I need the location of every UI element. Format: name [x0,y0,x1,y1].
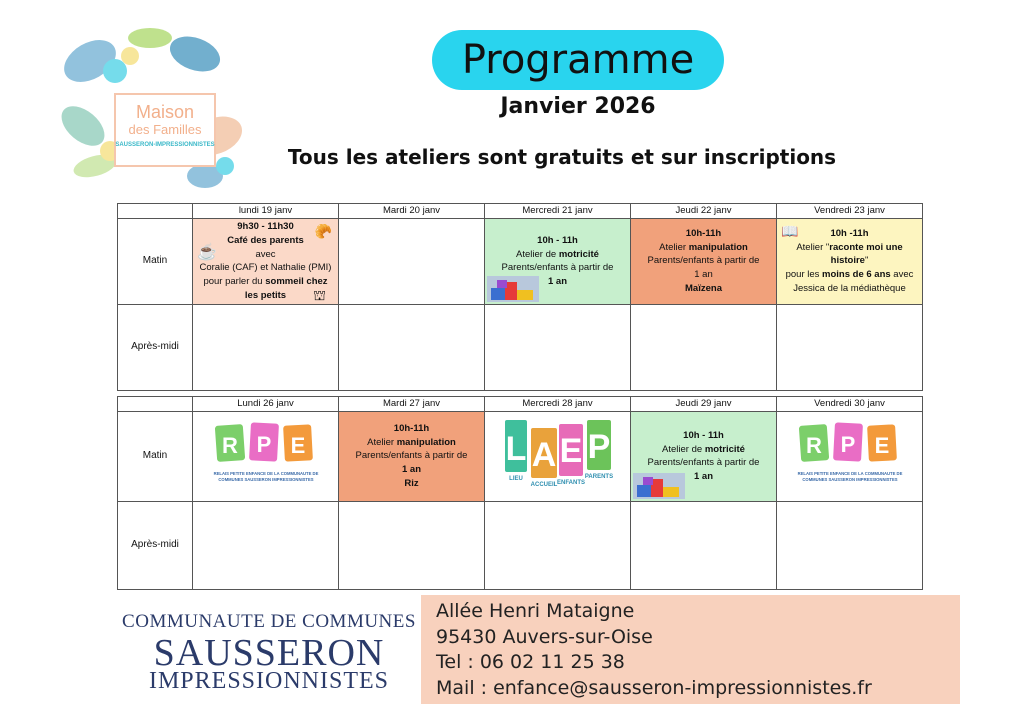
rpe-caption: COMMUNES SAUSSERON IMPRESSIONNISTES [801,476,898,482]
rpe-caption: RELAIS PETITE ENFANCE DE LA COMMUNAUTE DE [213,470,318,476]
event-text-bold: manipulation [688,241,748,253]
event-text-bold: manipulation [396,436,456,448]
event-raconte-moi-une-histoire [777,218,923,304]
schedule-week-2 [117,396,923,590]
org-line-1: COMMUNAUTE DE COMMUNES [122,611,416,632]
address-line-1: Allée Henri Mataigne [436,600,635,622]
day-header: Vendredi 30 janv [777,397,923,412]
motricity-blocks-image [487,276,539,302]
day-header: lundi 19 janv [193,204,339,219]
page-title: Programme [461,37,695,83]
day-header: Mardi 20 janv [339,204,485,219]
event-time: 10h -11h [830,227,869,239]
motricity-blocks-image [633,473,685,499]
logo-text-familles: des Familles [128,122,202,137]
pastry-icon: 🥐 [314,222,332,239]
empty-cell [485,501,631,589]
event-text-bold: motricité [558,248,599,260]
event-line: Parents/enfants à partir de [355,450,468,462]
rpe-letter: P [256,431,271,457]
event-text-bold: moins de 6 ans [822,269,891,281]
rpe-caption: COMMUNES SAUSSERON IMPRESSIONNISTES [217,476,314,482]
rpe-logo [792,417,908,491]
event-line: 1 an [547,276,567,288]
row-label-apres-midi: Après-midi [118,501,193,589]
logo-text-maison: Maison [135,102,195,122]
empty-cell [631,304,777,390]
empty-cell [777,304,923,390]
row-label-apres-midi: Après-midi [118,304,193,390]
week1-apres-midi-row [118,304,923,390]
tropical-leaves-logo-art [55,16,245,196]
maison-des-familles-logo [55,16,245,196]
logo-text-sausseron: SAUSSERON-IMPRESSIONNISTES [115,142,215,148]
empty-cell [631,501,777,589]
event-time: 9h30 - 11h30 [237,220,294,232]
week2-header-row [118,397,923,412]
week1-header-row [118,204,923,219]
event-line: Coralie (CAF) et Nathalie (PMI) [199,262,332,274]
org-line-3: IMPRESSIONNISTES [148,668,390,694]
week2-matin-row [118,411,923,501]
event-text: " [864,255,869,267]
day-header: Vendredi 23 janv [777,204,923,219]
event-line [779,254,920,268]
event-line: Parents/enfants à partir de [647,255,760,267]
address-line-2: 95430 Auvers-sur-Oise [436,625,653,648]
event-line: les petits [244,289,287,301]
empty-cell [339,501,485,589]
rpe-caption: RELAIS PETITE ENFANCE DE LA COMMUNAUTE DE [797,470,902,476]
event-cafe-des-parents [193,218,339,304]
event-line: 1 an [693,471,713,483]
laep-logo [495,414,621,494]
free-workshops-subtitle: Tous les ateliers sont gratuits et sur inscriptions [287,145,837,169]
event-manipulation-maizena [631,218,777,304]
event-line: 1 an [401,464,421,476]
rpe-letter: E [290,432,305,458]
day-header: Mercredi 21 janv [485,204,631,219]
event-text: Atelier de [662,443,705,455]
contact-footer [117,595,960,704]
email-address: Mail : enfance@sausseron-impressionnistes.fr [436,676,872,699]
week2-apres-midi-row [118,501,923,589]
contact-details [436,599,872,701]
laep-logo-cell [485,411,631,501]
laep-letter: E [559,431,582,470]
open-book-icon: 📖 [781,222,799,239]
day-header: Jeudi 29 janv [631,397,777,412]
row-label-matin: Matin [118,218,193,304]
laep-word: LIEU [508,475,523,482]
day-header: Mercredi 28 janv [485,397,631,412]
event-line: Parents/enfants à partir de [501,262,614,274]
event-line: Maïzena [685,282,722,294]
baby-bed-icon: ⛫ [313,287,326,304]
coffee-cup-icon: ☕ [197,243,217,261]
event-line [633,443,774,457]
event-manipulation-riz [339,411,485,501]
event-text-bold: raconte moi une [829,241,903,253]
phone-number: Tel : 06 02 11 25 38 [436,651,625,673]
laep-letter: P [587,427,610,466]
laep-word: PARENTS [584,473,613,480]
event-line: Jessica de la médiathèque [793,282,906,294]
laep-letter: A [531,435,556,474]
event-text: Atelier " [796,241,830,253]
schedule-week-1 [117,203,923,391]
rpe-logo [208,417,324,491]
corner-cell [118,397,193,412]
org-line-2: SAUSSERON [153,632,385,674]
event-line [487,248,628,262]
corner-cell [118,204,193,219]
laep-letter: L [505,429,526,468]
event-text: pour parler du [203,276,266,288]
event-line [779,241,920,255]
event-text: Atelier [367,436,397,448]
event-line: 1 an [694,269,713,281]
rpe-letter: E [874,432,889,458]
empty-cell [193,501,339,589]
week1-matin-row [118,218,923,304]
event-line: Parents/enfants à partir de [647,457,760,469]
row-label-matin: Matin [118,411,193,501]
laep-word: ACCUEIL [530,481,557,488]
laep-word: ENFANTS [556,479,585,486]
programme-title-pill [432,30,724,90]
event-line: Riz [404,477,419,489]
communaute-de-communes-logo [117,595,421,704]
event-text: Atelier de [516,248,559,260]
event-text-bold: motricité [704,443,745,455]
day-header: Mardi 27 janv [339,397,485,412]
event-time: 10h-11h [685,227,722,239]
event-motricite-2 [631,411,777,501]
rpe-letter: R [805,432,822,458]
empty-cell [193,304,339,390]
empty-cell [339,218,485,304]
rpe-logo-cell [777,411,923,501]
event-title: Café des parents [227,234,304,246]
day-header: Jeudi 22 janv [631,204,777,219]
empty-cell [777,501,923,589]
day-header: Lundi 26 janv [193,397,339,412]
month-heading: Janvier 2026 [500,94,656,119]
empty-cell [339,304,485,390]
event-time: 10h - 11h [683,429,724,441]
event-motricite [485,218,631,304]
event-line [779,268,920,282]
rpe-letter: R [221,432,238,458]
event-text-bold: sommeil chez [265,276,328,288]
event-line: avec [255,248,276,260]
event-text-bold: histoire [830,255,865,267]
event-line [633,241,774,255]
event-text: pour les [785,269,823,281]
empty-cell [485,304,631,390]
rpe-letter: P [840,431,855,457]
rpe-logo-cell [193,411,339,501]
event-text: Atelier [659,241,689,253]
event-line [341,436,482,450]
event-time: 10h-11h [393,422,430,434]
event-text: avec [890,269,914,281]
event-time: 10h - 11h [537,234,578,246]
